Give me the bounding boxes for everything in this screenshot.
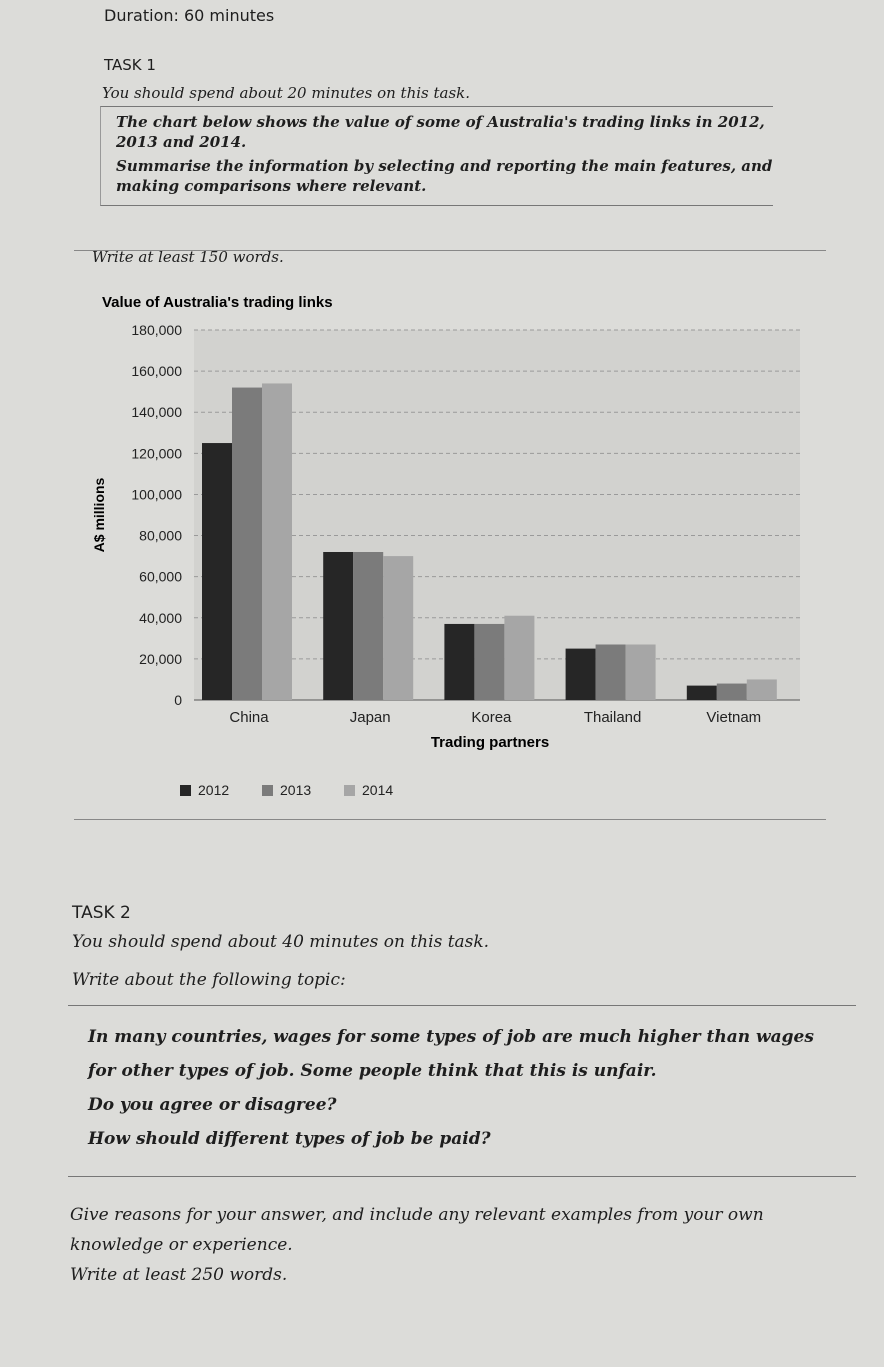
bar-china-2014 <box>262 383 292 700</box>
y-tick-label: 20,000 <box>139 650 182 667</box>
x-axis-label: Trading partners <box>430 734 550 751</box>
y-tick-label: 100,000 <box>131 486 182 503</box>
legend-label-2014: 2014 <box>362 782 394 798</box>
y-tick-label: 80,000 <box>139 527 182 544</box>
task1-prompt <box>116 112 776 200</box>
bar-japan-2014 <box>383 556 413 700</box>
legend-swatch-2013 <box>262 785 273 796</box>
x-tick-label: Vietnam <box>706 709 762 726</box>
bar-thailand-2013 <box>596 645 626 701</box>
y-tick-label: 140,000 <box>131 404 182 421</box>
bar-china-2013 <box>232 388 262 700</box>
task1-word-count: Write at least 150 words. <box>92 248 284 266</box>
y-tick-label: 60,000 <box>139 568 182 585</box>
legend-label-2013: 2013 <box>280 782 312 798</box>
bar-chart <box>80 285 820 805</box>
y-tick-label: 40,000 <box>139 609 182 626</box>
bar-korea-2012 <box>444 624 474 700</box>
task1-heading: TASK 1 <box>104 56 156 74</box>
y-tick-label: 160,000 <box>131 363 182 380</box>
task2-reasons-line: Give reasons for your answer, and include any relevant examples from your own <box>70 1205 764 1225</box>
task1-prompt-line: The chart below shows the value of some of Australia's trading links in 2012, 2013 and 2014. <box>116 113 765 151</box>
y-tick-label: 120,000 <box>131 445 182 462</box>
task1-prompt-line: Summarise the information by selecting and reporting the main features, and making comparisons where relevant. <box>116 157 773 195</box>
bar-thailand-2012 <box>566 649 596 700</box>
bar-korea-2013 <box>474 624 504 700</box>
task2-topic-intro: Write about the following topic: <box>72 970 346 990</box>
legend-swatch-2014 <box>344 785 355 796</box>
task1-time-instruction: You should spend about 20 minutes on this task. <box>102 84 471 102</box>
bar-korea-2014 <box>504 616 534 700</box>
bar-thailand-2014 <box>626 645 656 701</box>
duration-label: Duration: 60 minutes <box>104 6 275 25</box>
task2-question: Do you agree or disagree? <box>88 1095 337 1115</box>
task2-time-instruction: You should spend about 40 minutes on this task. <box>72 932 490 952</box>
bar-china-2012 <box>202 443 232 700</box>
x-tick-label: Japan <box>349 709 391 726</box>
task2-prompt-line: for other types of job. Some people think that this is unfair. <box>88 1061 657 1081</box>
task2-instructions <box>70 1200 850 1290</box>
task2-heading: TASK 2 <box>72 903 131 923</box>
x-tick-label: Korea <box>471 709 512 726</box>
x-tick-label: China <box>229 709 269 726</box>
bar-vietnam-2013 <box>717 684 747 700</box>
legend-swatch-2012 <box>180 785 191 796</box>
bar-vietnam-2012 <box>687 686 717 700</box>
task2-word-count: Write at least 250 words. <box>70 1265 288 1285</box>
legend-label-2012: 2012 <box>198 782 230 798</box>
x-tick-label: Thailand <box>583 709 642 726</box>
task2-prompt <box>88 1020 848 1156</box>
chart-title: Value of Australia's trading links <box>102 294 333 311</box>
y-tick-label: 180,000 <box>131 322 182 338</box>
bar-japan-2013 <box>353 552 383 700</box>
y-tick-label: 0 <box>174 692 182 708</box>
y-axis-label: A$ millions <box>91 477 107 553</box>
task2-reasons-line: knowledge or experience. <box>70 1235 293 1255</box>
bar-vietnam-2014 <box>747 679 777 700</box>
task2-question: How should different types of job be paid? <box>88 1129 491 1149</box>
task2-prompt-line: In many countries, wages for some types of job are much higher than wages <box>88 1027 814 1047</box>
bar-japan-2012 <box>323 552 353 700</box>
